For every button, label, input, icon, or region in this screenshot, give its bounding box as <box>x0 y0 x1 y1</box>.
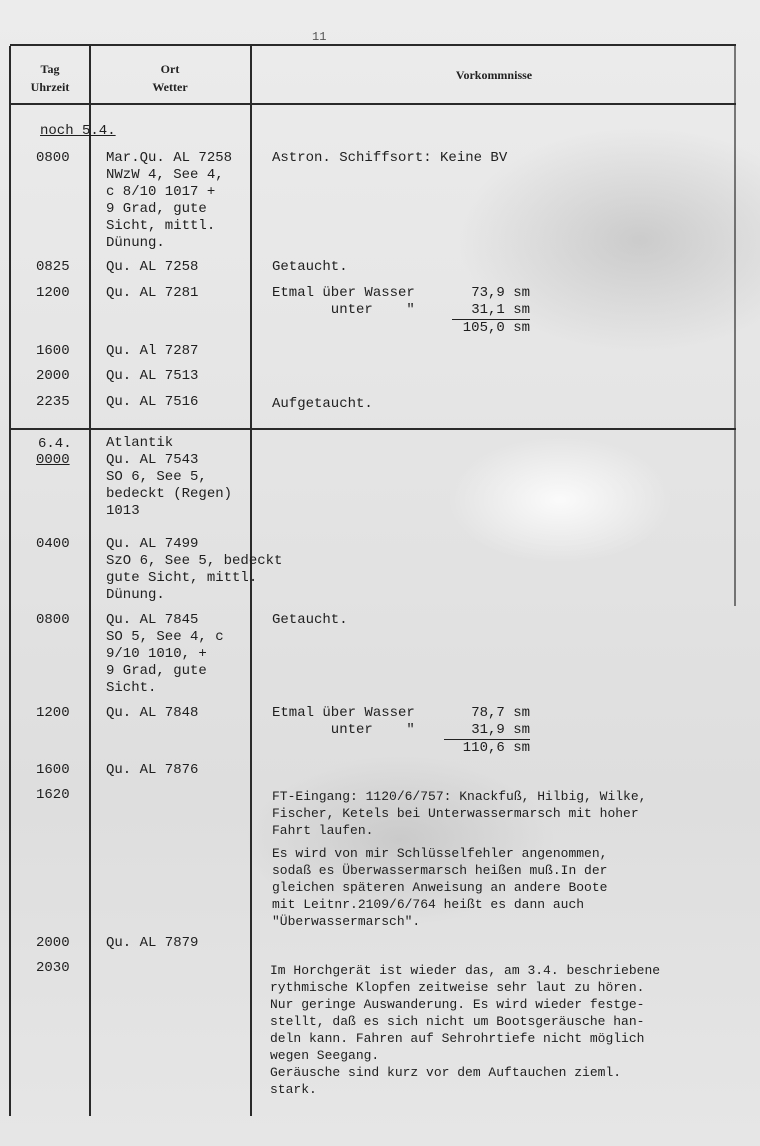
etmal-under-water: 31,1 sm <box>452 302 530 320</box>
time-cell: 0400 <box>36 536 70 552</box>
etmal-under-water: 31,9 sm <box>444 722 530 740</box>
ort-cell: Mar.Qu. AL 7258 NWzW 4, See 4, c 8/10 1017 + 9 Grad, gute Sicht, mittl. Dünung. <box>106 150 233 251</box>
ort-cell: Qu. AL 7848 <box>106 705 199 721</box>
etmal-over-water: 78,7 sm <box>471 705 530 721</box>
ort-cell: Qu. AL 7516 <box>106 394 199 410</box>
header-bottom-line <box>10 103 736 105</box>
header-ort-wetter: Ort Wetter <box>152 62 188 94</box>
ort-cell: Qu. Al 7287 <box>106 343 199 359</box>
time-cell: 1200 <box>36 285 70 301</box>
etmal-label: Etmal über Wasser unter " <box>272 285 415 318</box>
ort-cell: Qu. AL 7876 <box>106 762 199 778</box>
ort-cell: Atlantik Qu. AL 7543 SO 6, See 5, bedeckt (Regen) 1013 <box>106 435 233 519</box>
right-border <box>734 46 736 606</box>
ort-cell: Qu. AL 7879 <box>106 935 199 951</box>
time-cell: 2030 <box>36 960 70 976</box>
time-cell: 1600 <box>36 762 70 778</box>
header-vorkommnisse: Vorkommnisse <box>455 68 533 82</box>
etmal-values <box>444 705 530 757</box>
header-top-line <box>10 44 736 46</box>
event-cell: FT-Eingang: 1120/6/757: Knackfuß, Hilbig, Wilke, Fischer, Ketels bei Unterwassermarsch mit hoher Fahrt laufen. <box>272 789 647 838</box>
event-cell: Astron. Schiffsort: Keine BV <box>272 150 508 166</box>
event-cell: Aufgetaucht. <box>272 396 373 412</box>
ort-cell: Qu. AL 7258 <box>106 259 199 275</box>
event-cell: Getaucht. <box>272 259 348 275</box>
section1-date: noch 5.4. <box>40 123 116 139</box>
ort-cell: Qu. AL 7499 SzO 6, See 5, bedeckt gute Sicht, mittl. Dünung. <box>106 536 283 603</box>
header-tag-uhrzeit: Tag Uhrzeit <box>30 62 70 94</box>
page-number: 11 <box>312 30 327 44</box>
time-cell: 0800 <box>36 612 70 628</box>
etmal-total: 105,0 sm <box>462 320 530 336</box>
event-cell: Getaucht. <box>272 612 348 628</box>
event-cell: Im Horchgerät ist wieder das, am 3.4. beschriebene rythmische Klopfen zeitweise sehr laut zu hören. Nur geringe Auswanderung. Es wird wieder festge- stellt, daß es sich nicht um Bootsgeräusche han- deln kann. Fahren auf Sehrohrtiefe nicht möglich wegen Seegang. Geräusche sind kurz vor dem Auftauchen zieml. stark. <box>270 963 661 1097</box>
ort-cell: Qu. AL 7513 <box>106 368 199 384</box>
time-cell: 1620 <box>36 787 70 803</box>
time-cell: 1600 <box>36 343 70 359</box>
section2-date: 6.4. <box>38 436 72 452</box>
section-divider-line <box>10 428 736 430</box>
ort-cell: Qu. AL 7281 <box>106 285 199 301</box>
time-cell: 0825 <box>36 259 70 275</box>
etmal-over-water: 73,9 sm <box>471 285 530 301</box>
time-cell: 2000 <box>36 935 70 951</box>
event-cell-continued: Es wird von mir Schlüsselfehler angenommen, sodaß es Überwassermarsch heißen muß.In der gleichen späteren Anweisung an andere Boote mit Leitnr.2109/6/764 heißt es dann auch "Überwassermarsch". <box>272 846 608 929</box>
time-cell: 2235 <box>36 394 70 410</box>
time-cell: 2000 <box>36 368 70 384</box>
etmal-label: Etmal über Wasser unter " <box>272 705 415 738</box>
time-cell: 0800 <box>36 150 70 166</box>
time-cell: 0000 <box>36 452 70 468</box>
ort-cell: Qu. AL 7845 SO 5, See 4, c 9/10 1010, + 9 Grad, gute Sicht. <box>106 612 224 696</box>
etmal-total: 110,6 sm <box>462 740 530 756</box>
etmal-values <box>452 285 530 337</box>
time-cell: 1200 <box>36 705 70 721</box>
col-divider-1 <box>89 46 91 1116</box>
left-border <box>9 46 11 1116</box>
